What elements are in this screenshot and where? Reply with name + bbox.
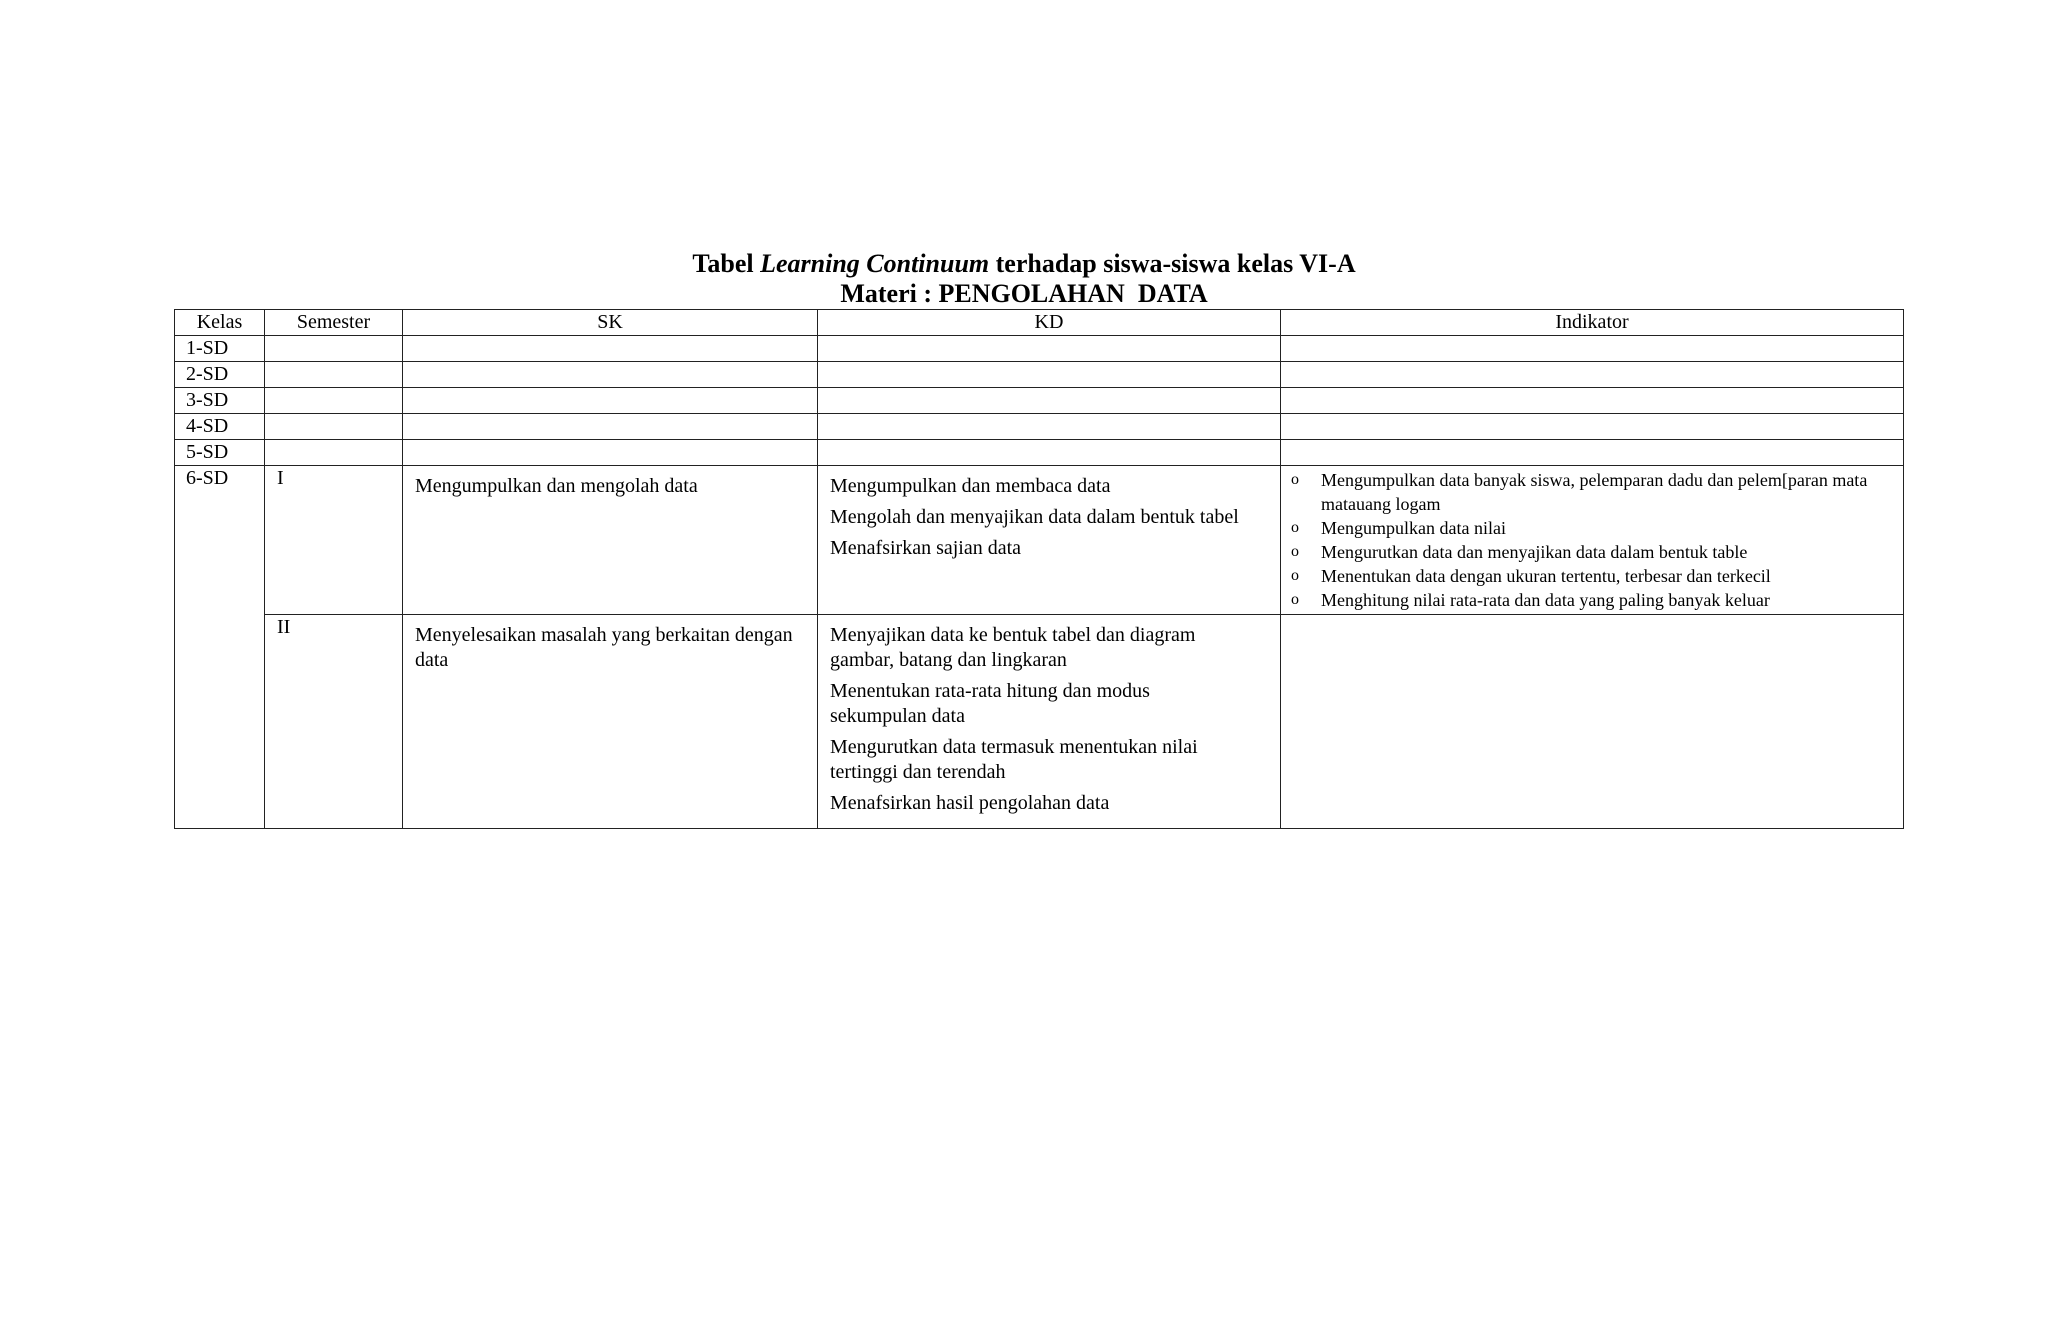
- kelas-cell: 5-SD: [175, 440, 265, 466]
- semester-cell: [265, 362, 403, 388]
- table-row: [175, 362, 1904, 388]
- title-italic: Learning Continuum: [760, 249, 990, 278]
- header-sk: SK: [403, 310, 818, 336]
- kelas-cell: 1-SD: [175, 336, 265, 362]
- table-row: [175, 414, 1904, 440]
- header-kd: KD: [818, 310, 1281, 336]
- indikator-cell: [1281, 362, 1904, 388]
- document-title: [0, 249, 2048, 279]
- sk-cell: [403, 440, 818, 466]
- learning-continuum-table: [174, 309, 1904, 829]
- kd-cell: [818, 615, 1281, 829]
- semester-cell: I: [265, 466, 403, 615]
- kd-cell: [818, 362, 1281, 388]
- sk-cell: [403, 336, 818, 362]
- header-kelas: Kelas: [175, 310, 265, 336]
- sk-cell: [403, 388, 818, 414]
- table-row-6sd-semester-1: [175, 466, 1904, 615]
- semester-cell: [265, 440, 403, 466]
- indikator-list: [1291, 468, 1883, 612]
- indikator-cell: [1281, 336, 1904, 362]
- kd-item: Mengurutkan data termasuk menentukan nilai tertinggi dan terendah: [830, 736, 1198, 783]
- semester-cell: [265, 388, 403, 414]
- semester-cell: [265, 414, 403, 440]
- indikator-cell: [1281, 440, 1904, 466]
- kelas-cell: 4-SD: [175, 414, 265, 440]
- sk-cell: Menyelesaikan masalah yang berkaitan dengan data: [403, 615, 818, 829]
- kelas-cell: 2-SD: [175, 362, 265, 388]
- kd-cell: [818, 388, 1281, 414]
- sk-cell: Mengumpulkan dan mengolah data: [403, 466, 818, 615]
- header-indikator: Indikator: [1281, 310, 1904, 336]
- table-row: [175, 388, 1904, 414]
- title-prefix: Tabel: [692, 249, 761, 278]
- kd-item: Menafsirkan hasil pengolahan data: [830, 792, 1110, 814]
- kd-item: Mengolah dan menyajikan data dalam bentuk tabel: [830, 506, 1239, 528]
- circle-bullet-icon: o: [1291, 591, 1299, 608]
- indikator-cell: [1281, 466, 1904, 615]
- semester-cell: [265, 336, 403, 362]
- kd-cell: [818, 414, 1281, 440]
- table-row: [175, 440, 1904, 466]
- circle-bullet-icon: o: [1291, 471, 1299, 488]
- kd-cell: [818, 336, 1281, 362]
- kd-item: Menafsirkan sajian data: [830, 537, 1022, 559]
- indikator-item: o Mengurutkan data dan menyajikan data dalam bentuk table: [1291, 542, 1748, 562]
- kd-cell: [818, 466, 1281, 615]
- title-suffix: terhadap siswa-siswa kelas VI-A: [989, 249, 1356, 278]
- indikator-item: o Menghitung nilai rata-rata dan data yang paling banyak keluar: [1291, 590, 1770, 610]
- indikator-cell: [1281, 615, 1904, 829]
- kd-item: Mengumpulkan dan membaca data: [830, 475, 1111, 497]
- circle-bullet-icon: o: [1291, 567, 1299, 584]
- table-header-row: [175, 310, 1904, 336]
- indikator-cell: [1281, 388, 1904, 414]
- kd-cell: [818, 440, 1281, 466]
- kelas-cell: 3-SD: [175, 388, 265, 414]
- circle-bullet-icon: o: [1291, 519, 1299, 536]
- sk-cell: [403, 414, 818, 440]
- kd-item: Menyajikan data ke bentuk tabel dan diagram gambar, batang dan lingkaran: [830, 624, 1196, 671]
- sk-cell: [403, 362, 818, 388]
- table-row: [175, 336, 1904, 362]
- kelas-cell-6sd: 6-SD: [175, 466, 265, 829]
- document-subtitle: Materi : PENGOLAHAN DATA: [840, 279, 1208, 308]
- table-row-6sd-semester-2: [175, 615, 1904, 829]
- kd-item: Menentukan rata-rata hitung dan modus sekumpulan data: [830, 680, 1150, 727]
- semester-cell: II: [265, 615, 403, 829]
- indikator-item: o Mengumpulkan data nilai: [1291, 518, 1506, 538]
- indikator-item: o Mengumpulkan data banyak siswa, pelemparan dadu dan pelem[paran mata matauang logam: [1291, 470, 1868, 514]
- indikator-item: o Menentukan data dengan ukuran tertentu, terbesar dan terkecil: [1291, 566, 1771, 586]
- document-title-block: [0, 249, 2048, 309]
- indikator-cell: [1281, 414, 1904, 440]
- header-semester: Semester: [265, 310, 403, 336]
- circle-bullet-icon: o: [1291, 543, 1299, 560]
